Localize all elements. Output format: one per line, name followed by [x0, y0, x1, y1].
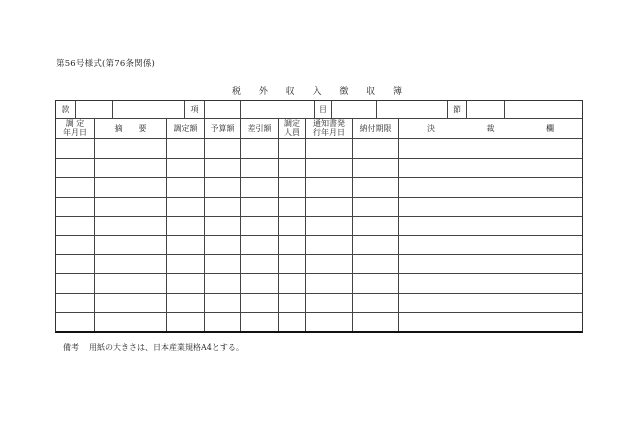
deadline-cell[interactable] [352, 235, 398, 254]
budget-amount-cell[interactable] [204, 216, 240, 235]
summary-cell[interactable] [94, 293, 166, 312]
remarks-text: 用紙の大きさは、日本産業規格A4とする。 [89, 343, 244, 352]
approval-cell[interactable] [398, 177, 582, 196]
header-notice-issue-date-top: 通知書発 [313, 119, 345, 128]
header-approval-char: 裁 [486, 124, 495, 133]
deadline-cell[interactable] [352, 312, 398, 331]
table-row [56, 139, 582, 159]
header-assessment-date-top: 調 定 [65, 119, 85, 128]
budget-amount-cell[interactable] [204, 177, 240, 196]
remarks-label: 備考 [63, 343, 79, 352]
balance-amount-cell[interactable] [240, 139, 278, 158]
header-assessment-date-bottom: 年月日 [63, 127, 87, 137]
header-assessment-date [56, 119, 94, 138]
header-balance-amount: 差引額 [240, 119, 278, 138]
budget-amount-cell[interactable] [204, 139, 240, 158]
budget-amount-cell[interactable] [204, 158, 240, 177]
title-char: 収 [285, 87, 295, 97]
summary-cell[interactable] [94, 273, 166, 292]
summary-cell[interactable] [94, 197, 166, 216]
date-cell[interactable] [56, 177, 94, 196]
remarks-note [63, 342, 244, 353]
moku-label: 目 [314, 101, 331, 118]
balance-amount-cell[interactable] [240, 312, 278, 331]
notice-date-cell[interactable] [305, 254, 352, 273]
balance-amount-cell[interactable] [240, 273, 278, 292]
kan-code-field[interactable] [75, 101, 112, 118]
assessed-amount-cell[interactable] [166, 312, 204, 331]
notice-date-cell[interactable] [305, 216, 352, 235]
assessor-cell[interactable] [278, 216, 305, 235]
assessor-cell[interactable] [278, 158, 305, 177]
classification-row [56, 101, 582, 119]
ledger-title [232, 84, 402, 97]
balance-amount-cell[interactable] [240, 177, 278, 196]
notice-date-cell[interactable] [305, 235, 352, 254]
assessor-cell[interactable] [278, 312, 305, 331]
assessed-amount-cell[interactable] [166, 158, 204, 177]
header-notice-issue-date [305, 119, 352, 138]
notice-date-cell[interactable] [305, 139, 352, 158]
deadline-cell[interactable] [352, 293, 398, 312]
table-row [56, 312, 582, 331]
title-char: 外 [258, 87, 268, 97]
approval-cell[interactable] [398, 254, 582, 273]
summary-cell[interactable] [94, 312, 166, 331]
budget-amount-cell[interactable] [204, 273, 240, 292]
notice-date-cell[interactable] [305, 158, 352, 177]
approval-cell[interactable] [398, 197, 582, 216]
header-budget-amount: 予算額 [204, 119, 240, 138]
setsu-label: 節 [447, 101, 466, 118]
summary-cell[interactable] [94, 177, 166, 196]
table-row [56, 158, 582, 178]
budget-amount-cell[interactable] [204, 312, 240, 331]
assessed-amount-cell[interactable] [166, 177, 204, 196]
balance-amount-cell[interactable] [240, 235, 278, 254]
budget-amount-cell[interactable] [204, 197, 240, 216]
setsu-name-field[interactable] [504, 101, 582, 118]
date-cell[interactable] [56, 216, 94, 235]
summary-cell[interactable] [94, 254, 166, 273]
approval-cell[interactable] [398, 312, 582, 331]
summary-cell[interactable] [94, 158, 166, 177]
deadline-cell[interactable] [352, 197, 398, 216]
assessed-amount-cell[interactable] [166, 235, 204, 254]
assessor-cell[interactable] [278, 254, 305, 273]
assessor-cell[interactable] [278, 293, 305, 312]
header-approval [398, 119, 582, 138]
table-row [56, 235, 582, 255]
assessed-amount-cell[interactable] [166, 273, 204, 292]
table-row [56, 293, 582, 313]
summary-cell[interactable] [94, 235, 166, 254]
notice-date-cell[interactable] [305, 177, 352, 196]
date-cell[interactable] [56, 273, 94, 292]
assessed-amount-cell[interactable] [166, 197, 204, 216]
deadline-cell[interactable] [352, 273, 398, 292]
deadline-cell[interactable] [352, 254, 398, 273]
budget-amount-cell[interactable] [204, 293, 240, 312]
date-cell[interactable] [56, 158, 94, 177]
assessor-cell[interactable] [278, 139, 305, 158]
header-assessor [278, 119, 305, 138]
approval-cell[interactable] [398, 158, 582, 177]
balance-amount-cell[interactable] [240, 293, 278, 312]
kou-name-field[interactable] [240, 101, 314, 118]
table-row [56, 254, 582, 274]
assessor-cell[interactable] [278, 197, 305, 216]
header-assessor-top: 調定 [284, 119, 300, 128]
assessed-amount-cell[interactable] [166, 216, 204, 235]
date-cell[interactable] [56, 254, 94, 273]
budget-amount-cell[interactable] [204, 254, 240, 273]
balance-amount-cell[interactable] [240, 254, 278, 273]
setsu-code-field[interactable] [466, 101, 504, 118]
kou-label: 項 [184, 101, 204, 118]
balance-amount-cell[interactable] [240, 216, 278, 235]
header-approval-char: 決 [427, 124, 435, 133]
notice-date-cell[interactable] [305, 197, 352, 216]
approval-cell[interactable] [398, 235, 582, 254]
header-summary: 摘 要 [94, 119, 166, 138]
date-cell[interactable] [56, 235, 94, 254]
deadline-cell[interactable] [352, 158, 398, 177]
assessor-cell[interactable] [278, 177, 305, 196]
kan-label: 款 [61, 105, 70, 114]
form-number-label: 第56号様式(第76条関係) [56, 59, 156, 69]
collection-ledger-table [55, 100, 583, 333]
title-char: 徴 [339, 87, 349, 97]
moku-code-field[interactable] [331, 101, 376, 118]
budget-amount-cell[interactable] [204, 235, 240, 254]
assessed-amount-cell[interactable] [166, 254, 204, 273]
header-payment-deadline: 納付期限 [352, 119, 398, 138]
approval-cell[interactable] [398, 216, 582, 235]
table-row [56, 177, 582, 197]
title-char: 入 [312, 87, 322, 97]
title-char: 簿 [392, 87, 402, 97]
balance-amount-cell[interactable] [240, 158, 278, 177]
header-assessed-amount: 調定額 [166, 119, 204, 138]
header-notice-issue-date-bottom: 行年月日 [313, 127, 345, 137]
title-char: 収 [366, 87, 376, 97]
summary-cell[interactable] [94, 216, 166, 235]
table-row [56, 273, 582, 293]
header-approval-char: 欄 [546, 124, 554, 133]
table-row [56, 197, 582, 217]
assessed-amount-cell[interactable] [166, 139, 204, 158]
assessed-amount-cell[interactable] [166, 293, 204, 312]
table-row [56, 216, 582, 236]
approval-cell[interactable] [398, 139, 582, 158]
deadline-cell[interactable] [352, 139, 398, 158]
deadline-cell[interactable] [352, 216, 398, 235]
balance-amount-cell[interactable] [240, 197, 278, 216]
notice-date-cell[interactable] [305, 293, 352, 312]
title-char: 税 [232, 87, 242, 97]
assessor-cell[interactable] [278, 273, 305, 292]
kou-code-field[interactable] [204, 101, 240, 118]
column-header-row [56, 119, 582, 139]
date-cell[interactable] [56, 293, 94, 312]
notice-date-cell[interactable] [305, 273, 352, 292]
deadline-cell[interactable] [352, 177, 398, 196]
date-cell[interactable] [56, 312, 94, 331]
approval-cell[interactable] [398, 293, 582, 312]
assessor-cell[interactable] [278, 235, 305, 254]
date-cell[interactable] [56, 139, 94, 158]
summary-cell[interactable] [94, 139, 166, 158]
date-cell[interactable] [56, 197, 94, 216]
approval-cell[interactable] [398, 273, 582, 292]
moku-name-field[interactable] [376, 101, 447, 118]
header-assessor-bottom: 人員 [284, 127, 300, 137]
notice-date-cell[interactable] [305, 312, 352, 331]
kan-name-field[interactable] [112, 101, 184, 118]
